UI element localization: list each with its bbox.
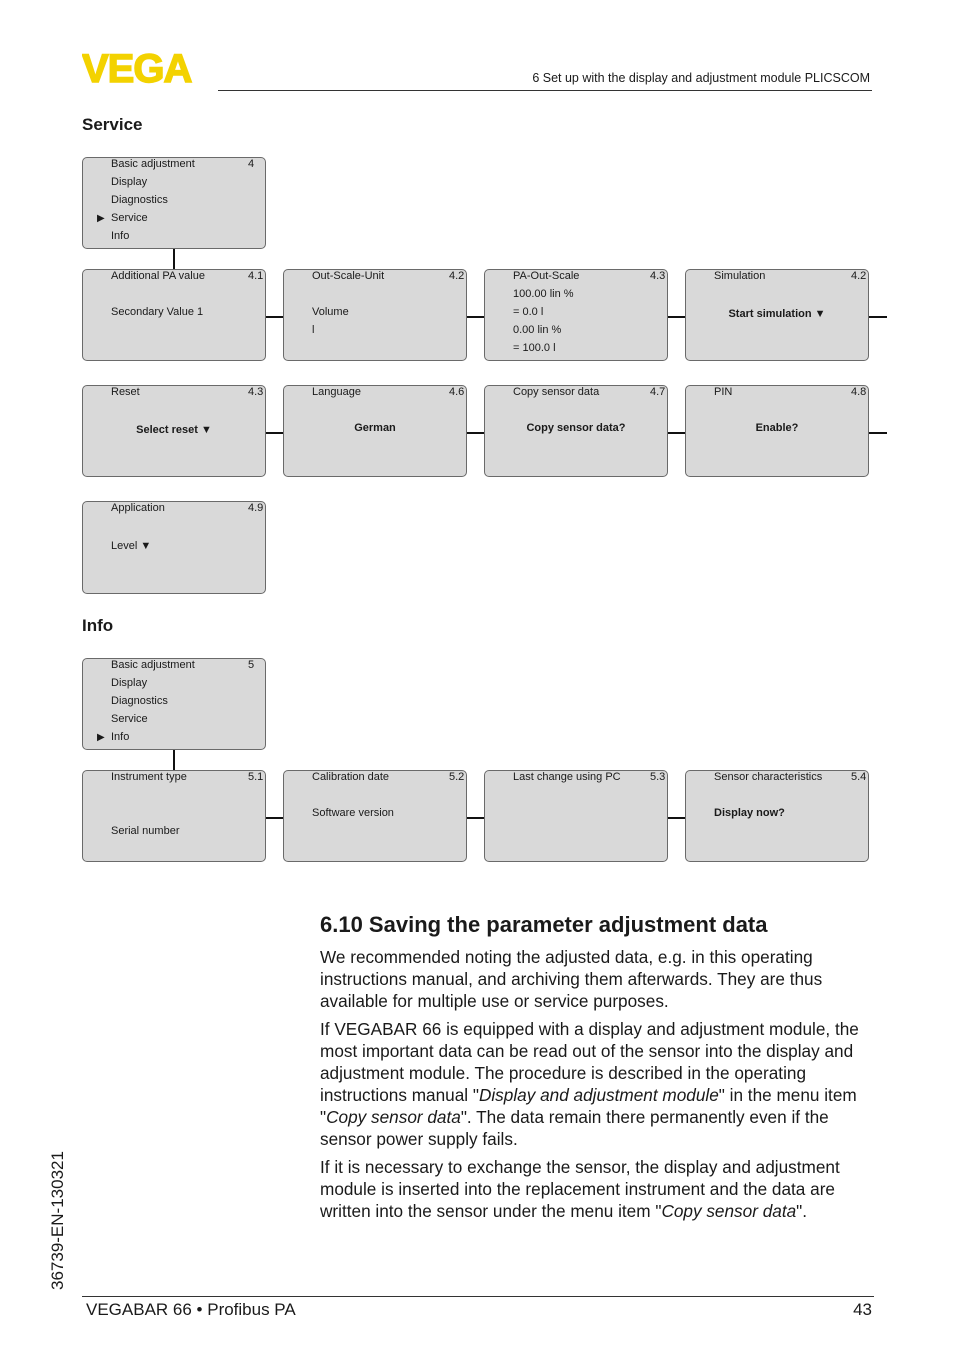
connector — [266, 817, 283, 819]
box-number: 5 — [248, 659, 255, 671]
box-title: Calibration date — [312, 771, 390, 783]
connector — [467, 432, 484, 434]
box-title: PIN — [714, 386, 733, 398]
selection-arrow-icon: ▶ — [97, 732, 105, 743]
menu-item: Info — [111, 230, 130, 242]
paragraph-2 — [320, 1018, 876, 1150]
box-number: 4.2 — [851, 270, 867, 282]
info-menu-box — [82, 658, 266, 750]
box-number: 4 — [248, 158, 255, 170]
vega-logo — [82, 50, 212, 86]
box-value: 100.00 lin % — [513, 288, 574, 300]
box-title: PA-Out-Scale — [513, 270, 580, 282]
chapter-header: 6 Set up with the display and adjustment module PLICSCOM — [532, 71, 870, 85]
box-pin — [685, 385, 869, 477]
connector — [869, 316, 887, 318]
paragraph-1: We recommended noting the adjusted data, e.g. in this operating instructions manual, and archiving them afterwards. They are thus available for multiple use or service purposes. — [320, 947, 823, 1011]
footer-product: VEGABAR 66 • Profibus PA — [86, 1300, 296, 1319]
text-run: If VEGABAR 66 is equipped with a display and adjustment module, the most important data can be read out of the sensor into the display and adjustment module. The procedure is described in the operating instructions manual " — [320, 1019, 859, 1105]
connector — [668, 432, 685, 434]
menu-item: Diagnostics — [111, 695, 168, 707]
box-title: Language — [312, 386, 361, 398]
text-run-italic: Display and adjustment module — [478, 1085, 719, 1105]
box-value: Enable? — [755, 422, 799, 434]
box-value: = 0.0 l — [513, 306, 544, 318]
menu-item: Diagnostics — [111, 194, 168, 206]
box-instrument-type — [82, 770, 266, 862]
header-rule — [218, 90, 872, 91]
box-number: 5.2 — [449, 771, 465, 783]
menu-item: Basic adjustment — [111, 158, 195, 170]
paragraph-3 — [320, 1156, 876, 1222]
connector — [467, 316, 484, 318]
text-run: ". — [796, 1201, 808, 1221]
box-number: 4.7 — [650, 386, 666, 398]
box-sensor-characteristics — [685, 770, 869, 862]
box-value: Secondary Value 1 — [111, 306, 204, 318]
box-calibration-date — [283, 770, 467, 862]
box-value: Software version — [312, 807, 394, 819]
connector — [266, 432, 283, 434]
box-additional-pa-value — [82, 269, 266, 361]
connector — [467, 817, 484, 819]
box-value: Select reset ▼ — [136, 424, 212, 436]
text-run-italic: Copy sensor data — [326, 1107, 461, 1127]
box-value: 0.00 lin % — [513, 324, 562, 336]
service-menu-box — [82, 157, 266, 249]
box-value: Volume — [312, 306, 349, 318]
section-heading: 6.10 Saving the parameter adjustment data — [320, 912, 768, 937]
box-pa-out-scale — [484, 269, 668, 361]
box-number: 4.6 — [449, 386, 465, 398]
menu-item: Display — [111, 677, 148, 689]
box-title: Application — [111, 502, 165, 514]
box-copy-sensor-data — [484, 385, 668, 477]
logo-text: VEGA — [82, 50, 192, 86]
box-number: 4.9 — [248, 502, 264, 514]
box-value: Copy sensor data? — [526, 422, 626, 434]
selection-arrow-icon: ▶ — [97, 213, 105, 224]
box-number: 4.1 — [248, 270, 264, 282]
box-title: Reset — [111, 386, 140, 398]
connector — [668, 817, 685, 819]
box-value: Start simulation ▼ — [728, 308, 826, 320]
box-number: 5.4 — [851, 771, 867, 783]
box-value: German — [354, 422, 396, 434]
connector — [869, 432, 887, 434]
box-title: Instrument type — [111, 771, 187, 783]
box-title: Out-Scale-Unit — [312, 270, 385, 282]
box-number: 4.3 — [248, 386, 264, 398]
box-value: = 100.0 l — [513, 342, 556, 354]
service-title: Service — [82, 115, 143, 134]
box-title: Sensor characteristics — [714, 771, 823, 783]
box-value: l — [312, 324, 315, 336]
text-run: " in the menu item " — [320, 1085, 857, 1127]
connector — [173, 750, 175, 770]
menu-item: Basic adjustment — [111, 659, 195, 671]
box-title: Last change using PC — [513, 771, 621, 783]
document-id: 36739-EN-130321 — [48, 1151, 67, 1290]
page-number: 43 — [853, 1300, 872, 1319]
box-title: Copy sensor data — [513, 386, 600, 398]
box-number: 5.3 — [650, 771, 666, 783]
menu-item-selected: Service — [111, 212, 148, 224]
box-number: 5.1 — [248, 771, 264, 783]
box-number: 4.3 — [650, 270, 666, 282]
info-title: Info — [82, 616, 114, 635]
box-number: 4.8 — [851, 386, 867, 398]
text-run: If it is necessary to exchange the sensor, the display and adjustment module is inserted into the replacement instrument and the data are written into the sensor under the menu item " — [320, 1157, 840, 1221]
text-run: ". The data remain there permanently even if the sensor power supply fails. — [320, 1107, 829, 1149]
text-run-italic: Copy sensor data — [661, 1201, 797, 1221]
box-last-change — [484, 770, 668, 862]
connector — [668, 316, 685, 318]
box-out-scale-unit — [283, 269, 467, 361]
box-title: Simulation — [714, 270, 766, 282]
box-number: 4.2 — [449, 270, 465, 282]
box-title: Additional PA value — [111, 270, 205, 282]
box-application — [82, 501, 266, 594]
box-value: Display now? — [714, 807, 785, 819]
box-reset — [82, 385, 266, 477]
box-value: Serial number — [111, 825, 180, 837]
connector — [173, 249, 175, 269]
box-simulation — [685, 269, 869, 361]
connector — [266, 316, 283, 318]
box-language — [283, 385, 467, 477]
menu-item: Display — [111, 176, 148, 188]
menu-item: Service — [111, 713, 148, 725]
box-value: Level ▼ — [111, 540, 152, 552]
menu-item-selected: Info — [111, 731, 130, 743]
footer-rule — [82, 1296, 874, 1297]
